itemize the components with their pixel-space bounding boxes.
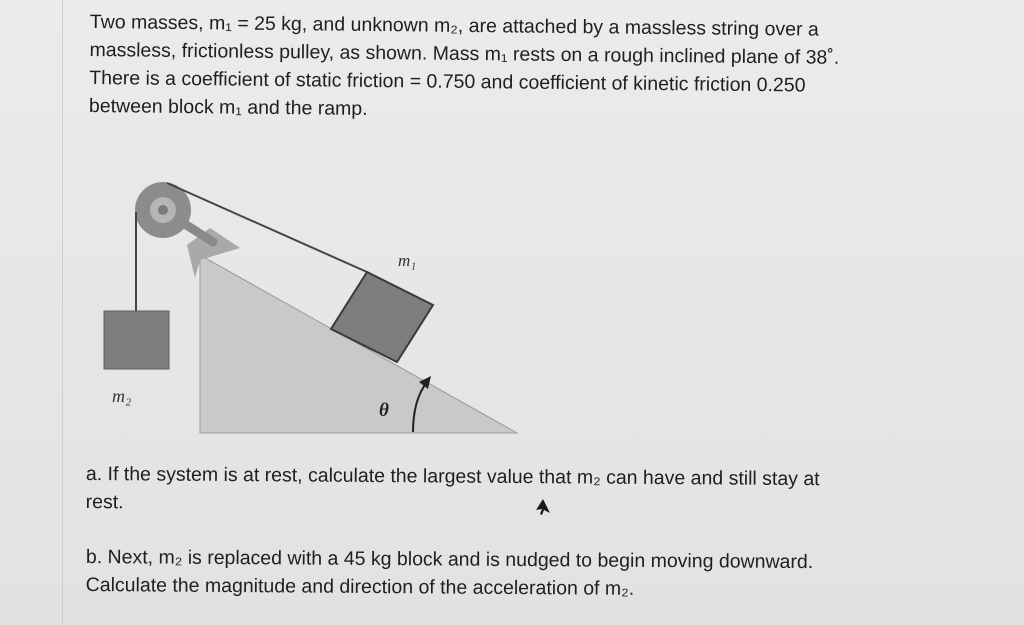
inclined-ramp xyxy=(200,255,517,433)
mass1-label: m₁ xyxy=(398,251,417,270)
problem-line-1: Two masses, m₁ = 25 kg, and unknown m₂, are attached by a massless string over a xyxy=(89,10,819,41)
page-margin-rule xyxy=(62,0,63,625)
question-b-line-1: b. Next, m₂ is replaced with a 45 kg block and is nudged to begin moving downward. xyxy=(85,545,814,574)
angle-label: θ xyxy=(379,400,389,421)
question-a-line-1: a. If the system is at rest, calculate the largest value that m₂ can have and still stay at xyxy=(85,462,820,491)
question-b xyxy=(86,543,946,605)
pulley-axle xyxy=(158,205,168,215)
block-m2 xyxy=(104,311,169,369)
question-a-line-2: rest. xyxy=(85,490,124,514)
problem-line-4: between block m₁ and the ramp. xyxy=(88,94,368,120)
problem-line-3: There is a coefficient of static friction = 0.750 and coefficient of kinetic friction 0.250 xyxy=(89,66,806,97)
question-a xyxy=(86,460,946,522)
problem-statement xyxy=(89,8,950,129)
incline-pulley-diagram xyxy=(95,170,535,445)
question-b-line-2: Calculate the magnitude and direction of the acceleration of m₂. xyxy=(85,573,635,600)
mass2-label: m₂ xyxy=(112,386,132,406)
mouse-pointer-icon xyxy=(534,498,552,516)
problem-line-2: massless, frictionless pulley, as shown. Mass m₁ rests on a rough inclined plane of 38˚. xyxy=(89,38,840,69)
